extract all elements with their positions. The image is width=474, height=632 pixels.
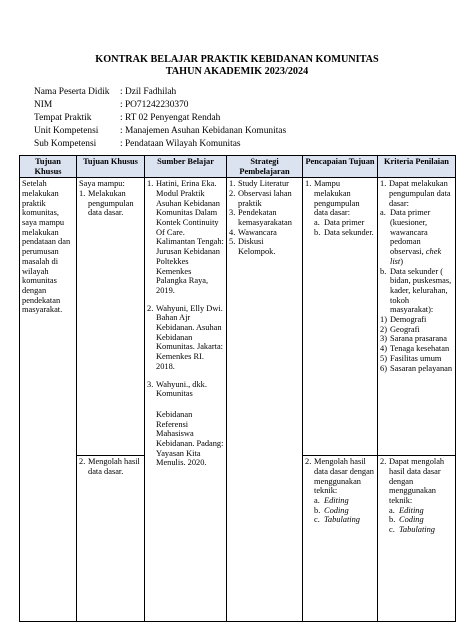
list-item: a. Editing [389,505,424,515]
info-value-name: : Dzil Fadhilah [120,87,177,97]
list-item: 1. Melakukan pengumpulan data dasar. [79,188,134,218]
list-item: b. Coding [314,505,349,515]
header-pencapaian: Pencapaian Tujuan [303,156,378,178]
list-item: 3. Pendekatan kemasyarakatan [229,208,292,227]
list-item: 1) Demografi [380,315,427,325]
header-tujuan-khusus-1: Tujuan Khusus [20,156,77,178]
list-item: c. Tabulating [389,525,435,535]
criteria-cell-1 [378,178,456,456]
info-value-nim: : PO71242230370 [120,100,189,110]
info-label-nim: NIM [34,100,53,110]
list-item: 2. Dapat mengolah hasil data dasar dengan menggunakan teknik: a. Editing b. Coding c. Tabulating [380,457,453,535]
list-item: 2. Mengolah hasil data dasar dengan menggunakan teknik: a. Editing b. Coding c. Tabulating [305,457,374,525]
document-title: KONTRAK BELAJAR PRAKTIK KEBIDANAN KOMUNITAS [95,54,379,65]
info-label-place: Tempat Praktik [34,113,92,123]
academic-year-title: TAHUN AKADEMIK 2023/2024 [165,66,309,77]
list-item: 1. Dapat melakukan pengumpulan data dasar: [380,179,451,208]
list-item: 4) Tenaga kesehatan [380,344,450,354]
header-sumber-belajar: Sumber Belajar [145,156,227,178]
list-item: 6) Sasaran pelayanan [380,363,453,373]
list-item: 1. Study Literatur [229,179,289,189]
header-strategi: Strategi Pembelajaran [227,156,303,178]
list-item: a. Data primer [314,218,365,227]
list-item: 1. Mampu melakukan pengumpulan data dasar: a. Data primer b. Data sekunder. [305,179,374,237]
table-row [20,178,456,456]
list-item: 3. Wahyuni., dkk. Komunitas [147,379,207,399]
list-item: 2) Geografi [380,324,420,334]
learning-contract-table [19,155,456,622]
list-item: Kebidanan Referensi Mahasiswa Kebidanan. Padang: Yayasan Kita Menulis. 2020. [156,409,224,468]
list-item: 4. Wawancara [229,227,277,237]
list-item: c. Tabulating [314,515,360,525]
list-item: b. Coding [389,515,424,525]
general-objective-cell [20,178,77,622]
achievement-cell-1 [303,178,378,456]
criteria-cell-2 [378,456,456,622]
info-label-name: Nama Peserta Didik [34,87,110,97]
list-item: 5. Diskusi Kelompok. [229,237,276,257]
specific-objective-intro: Saya mampu: [79,179,125,189]
info-value-sub: : Pendataan Wilayah Komunitas [120,139,241,149]
list-item: 2. Wahyuni, Elly Dwi. Bahan Ajr Kebidanan. Asuhan Kebidanan Komunitas. Jakarta: Kemenkes RI. 2018. [147,303,223,371]
info-value-unit: : Manajemen Asuhan Kebidanan Komunitas [120,126,287,136]
list-item: b. Data sekunder. [314,227,374,237]
info-label-unit: Unit Kompetensi [34,126,99,136]
achievement-cell-2 [303,456,378,622]
header-kriteria: Kriteria Penilaian [378,156,456,178]
specific-objective-cell-2 [77,456,145,622]
list-item: 2. Observasi lahan praktik [229,188,292,208]
info-value-place: : RT 02 Penyengat Rendah [120,113,221,123]
list-item: b. Data sekunder ( bidan, puskesmas, kader, kelurahan, tokoh masyarakat): [380,266,452,315]
list-item: 5) Fasilitas umum [380,353,442,363]
list-item: a. Editing [314,496,349,505]
list-item: 3) Sarana prasarana [380,334,447,344]
specific-objective-cell-1 [77,178,145,456]
info-label-sub: Sub Kompetensi [34,139,97,149]
learning-strategy-cell [227,178,303,622]
general-objective-text: Setelah melakukan praktik komunitas, saya mampu melakukan pendataan dan perumusan masalah di wilayah komunitas dengan pendekatan masyarakat. [22,179,71,315]
learning-sources-cell [145,178,227,622]
list-item: 1. Hatini, Erina Eka. Modul Praktik Asuhan Kebidanan Komunitas Dalam Kontek Continuity Of Care. Kalimantan Tengah: Jurusan Kebidanan Poltekkes Kemenkes Palangka Raya, 2019. [147,179,224,295]
list-item: 2. Mengolah hasil data dasar. [79,457,140,476]
list-item: a. Data primer (kuesioner, wawancara pedoman observasi, chek list) [380,208,442,266]
header-tujuan-khusus-2: Tujuan Khusus [77,156,145,178]
